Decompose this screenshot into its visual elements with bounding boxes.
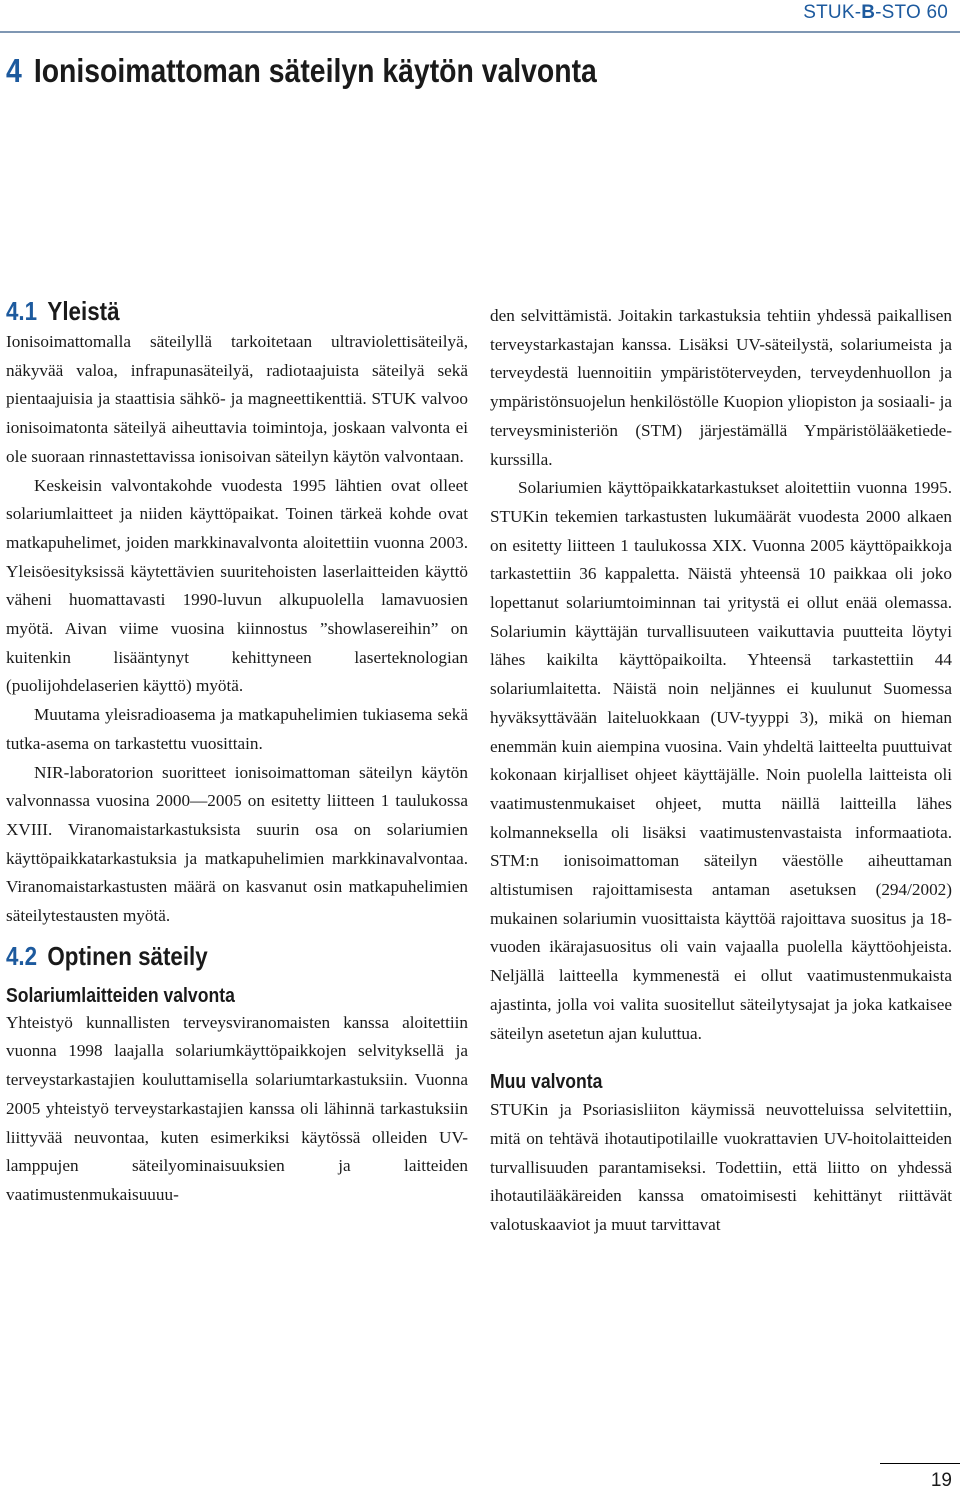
section-title-4-2: Optinen säteily (47, 940, 208, 971)
header-rule (0, 31, 960, 33)
document-code-prefix: STUK- (803, 2, 862, 23)
document-code-bold: B (861, 2, 876, 23)
paragraph-solarium-inspections: Solariumien käyttöpaikkatarkastukset aloitettiin vuonna 1995. STUKin tekemien tarkastusten lukumäärät vuodesta 2000 alkaen on esitetty liitteen 1 taulukossa XIX. Vuonna 2005 käyttöpaikkoja tarkastettiin 36 kappaletta. Näistä yhteensä 10 paikkaa oli joko lopettanut solariumtoiminnan tai yritystä ei ollut enää olemassa. Solariumin käyttäjän turvallisuuteen vaikuttavia puutteita löytyi lähes kaikilta käyttöpaikoilta. Yhteensä tarkastettiin 44 solariumlaitetta. Näistä noin neljännes ei kuulunut Suomessa hyväksyttävään laiteluokkaan (UV-tyyppi 3), mikä on hieman enemmän kuin aiempina vuosina. Vain yhdeltä laitteelta puuttuivat kokonaan kirjalliset ohjeet käyttäjälle. Noin puolella laitteista oli vaatimustenmukaiset ohjeet, mutta näillä laitteilla lähes kolmanneksella oli lisäksi vaatimustenvastaista informaatiota. STM:n ionisoimattoman säteilyn väestölle aiheuttaman altistumisen rajoittamisesta antaman asetuksen (294/2002) mukainen solariumin vuosittaista käyttöä rajoittava suositus ja 18-vuoden ikärajasuositus oli vain vajaalla puolella käyttöohjeista. Neljällä laitteella kymmenestä ei ollut vaatimustenmukaista ajastinta, jolla voi valita suositellut säteilytysajat ja joka katkaisee säteilyn asetetun ajan kuluttua. (490, 478, 952, 1043)
section-number-4-1: 4.1 (6, 296, 38, 326)
paragraph-4-1-supervision: Keskeisin valvontakohde vuodesta 1995 lähtien ovat olleet solariumlaitteet ja niiden käyttöpaikat. Toinen tärkeä kohde ovat matkapuhelimet, joiden markkinavalvonta aloitettiin vuonna 2003. Yleisöesityksissä käytettävien suuritehoisten laserlaitteiden käyttö väheni huomattavasti 1990-luvun alkupuolella lamavuosien myötä. Aivan viime vuosina kiinnostus ”showlasereihin” on kuitenkin lisääntynyt kehittyneen laserteknologian (puolijohdelaserien käyttö) myötä. (6, 475, 468, 696)
section-heading-4-1 (6, 296, 403, 326)
chapter-title-text: Ionisoimattoman säteilyn käytön valvonta (33, 52, 597, 89)
document-code-suffix: -STO 60 (875, 2, 948, 23)
paragraph-other-supervision: STUKin ja Psoriasisliiton käymissä neuvotteluissa selvitettiin, mitä on tehtävä ihotautipotilaille vuokrattavien UV-hoitolaitteiden turvallisuuden parantamiseksi. Todettiin, että liitto on yhdessä ihotautilääkäreiden kanssa omatoimisesti kehittänyt riittävät valotuskaaviot ja muut tarvittavat (490, 1100, 952, 1235)
chapter-number: 4 (6, 52, 22, 89)
page-number: 19 (930, 1470, 952, 1491)
subsection-heading-solarium: Solariumlaitteiden valvonta (6, 984, 235, 1007)
paragraph-solarium-cooperation: Yhteistyö kunnallisten terveysviranomaisten kanssa aloitettiin vuonna 1998 laajalla solariumkäyttöpaikkojen selvityksellä ja terveystarkastajien kouluttamisella solariumtarkastuksiin. Vuonna 2005 yhteistyö terveystarkastajien kanssa oli lähinnä tarkastuksiin liittyvää neuvontaa, kuten esimerkiksi käytössä olleiden UV-lamppujen säteilyominaisuuksien ja laitteiden vaatimustenmukaisuuuu- (6, 1012, 468, 1204)
section-title-4-1: Yleistä (47, 296, 120, 326)
subsection-heading-other: Muu valvonta (490, 1071, 603, 1094)
chapter-title (6, 52, 597, 90)
paragraph-4-1-nir: NIR-laboratorion suoritteet ionisoimattoman säteilyn käytön valvonnassa vuosina 2000—2005 on esitetty liitteen 1 taulukossa XVIII. Viranomaistarkastuksista suurin osa on solariumien käyttöpaikkatarkastuksia ja matkapuhelimien markkinavalvontaa. Viranomaistarkastusten määrä on kasvanut osin matkapuhelimien säteilytestausten myötä. (6, 762, 468, 926)
right-column (490, 302, 952, 1240)
section-number-4-2: 4.2 (6, 940, 38, 971)
left-column (6, 296, 468, 1210)
document-code (803, 2, 948, 24)
section-heading-4-2 (6, 941, 403, 971)
paragraph-4-1-intro: Ionisoimattomalla säteilyllä tarkoitetaan ultraviolettisäteilyä, näkyvää valoa, infrapunasäteilyä, radiotaajuista säteilyä sekä pientaajuisia ja staattisia sähkö- ja magneettikenttiä. STUK valvoo ionisoimatonta säteilyä aiheuttavia toimintoja, joskaan valvonta ei ole suoraan rinnastettavissa ionisoivan säteilyn käytön valvontaan. (6, 332, 468, 466)
paragraph-4-1-radio: Muutama yleisradioasema ja matkapuhelimien tukiasema sekä tutka-asema on tarkastettu vuosittain. (6, 705, 468, 753)
paragraph-solarium-continuation: den selvittämistä. Joitakin tarkastuksia tehtiin yhdessä paikallisen terveystarkastajan kanssa. Lisäksi UV-säteilystä, solariumeista ja terveydestä luennoitiin ympäristöterveyden, terveydenhuollon ja ympäristönsuojelun henkilöstölle Kuopion yliopiston ja sosiaali- ja terveysministeriön (STM) järjestämällä Ympäristölääketiede-kurssilla. (490, 306, 952, 469)
page-number-rule (880, 1463, 960, 1464)
